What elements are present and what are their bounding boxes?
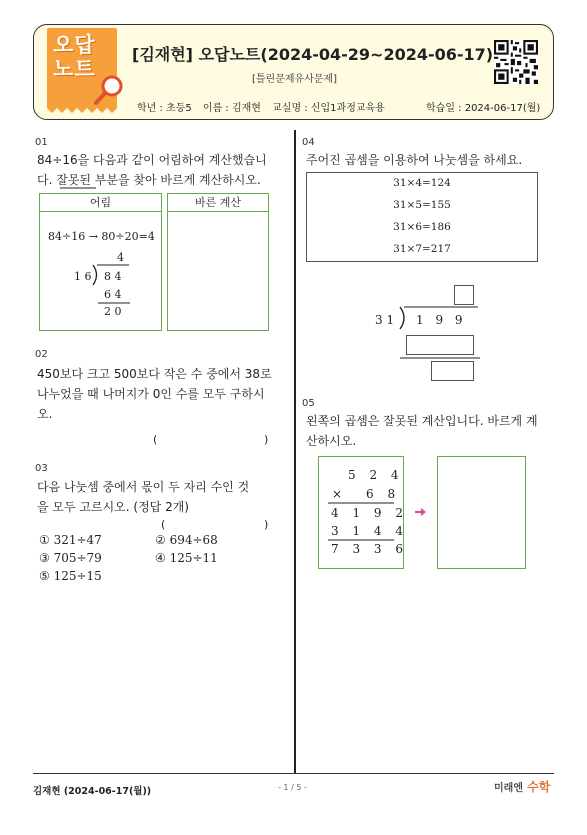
brand-logo-part-b: 수학 — [527, 780, 551, 794]
page-subtitle: [틀린문제유사문제] — [252, 74, 338, 85]
answer-paren-open-02: ( — [153, 433, 158, 446]
answer-paren-close-03: ) — [264, 518, 269, 531]
question-03-line1: 다음 나눗셈 중에서 몫이 두 자리 수인 것 — [37, 480, 250, 494]
magnifier-icon — [92, 72, 128, 108]
choice-2[interactable]: ② 694÷68 — [155, 533, 218, 547]
mult-line-1 — [328, 502, 394, 505]
correct-calc-box-header: 바른 계산 — [168, 194, 268, 212]
brand-logo — [494, 778, 550, 795]
long-division-remainder: 2 0 — [104, 305, 122, 318]
mult-row-5: 7 3 3 6 — [331, 542, 408, 556]
estimate-box — [39, 193, 162, 331]
mult-row-3: 4 1 9 2 — [331, 506, 408, 520]
question-03-line2: 을 모두 고르시오. (정답 2개) — [37, 500, 189, 514]
logo-text-line1: 오답 — [53, 33, 96, 57]
long-division-dividend: 8 4 — [104, 270, 122, 283]
class-name-label: 교실명 : 신입1과정교육용 — [272, 103, 385, 114]
q4-divisor: 3 1 — [375, 313, 395, 327]
mult-operator: × — [332, 487, 343, 501]
column-divider — [294, 130, 296, 774]
mult-row-1: 5 2 4 — [348, 468, 404, 482]
footer-divider — [33, 773, 554, 774]
footer-page-number: - 1 / 5 - — [278, 783, 307, 792]
question-05-line1: 왼쪽의 곱셈은 잘못된 계산입니다. 바르게 계 — [306, 414, 538, 428]
underline-mark — [60, 187, 96, 190]
question-01-text — [37, 150, 277, 190]
remainder-input-box[interactable] — [431, 361, 474, 381]
brand-logo-part-a: 미래엔 — [494, 783, 523, 794]
fact-4: 31×7=217 — [393, 243, 451, 255]
logo-text-line2: 노트 — [53, 57, 96, 81]
question-number-03: 03 — [35, 463, 48, 474]
question-01-line1: 84÷16을 다음과 같이 어림하여 계산했습니 — [37, 153, 267, 167]
page-title: [김재현] 오답노트(2024-04-29~2024-06-17) — [132, 45, 494, 64]
fact-3: 31×6=186 — [393, 221, 451, 233]
question-04-text: 주어진 곱셈을 이용하여 나눗셈을 하세요. — [306, 153, 523, 167]
question-01-line2: 다. 잘못된 부분을 찾아 바르게 계산하시오. — [37, 173, 261, 187]
student-name-label: 이름 : 김재현 — [202, 103, 261, 114]
answer-field-03[interactable] — [168, 516, 260, 532]
grade-label: 학년 : 초등5 — [137, 103, 192, 114]
question-02-text — [37, 364, 277, 424]
correct-multiplication-box[interactable] — [437, 456, 526, 569]
multiplication-facts-box — [306, 172, 538, 262]
answer-paren-close-02: ) — [264, 433, 269, 446]
question-05-text — [306, 411, 546, 451]
fact-2: 31×5=155 — [393, 199, 451, 211]
question-05-line2: 산하시오. — [306, 434, 357, 448]
question-02-line3: 오. — [37, 407, 53, 421]
mult-row-4: 3 1 4 4 — [331, 524, 408, 538]
choice-5[interactable]: ⑤ 125÷15 — [39, 569, 102, 583]
footer-student-date: 김재현 (2024-06-17(월)) — [33, 786, 152, 797]
qr-code-icon[interactable] — [494, 40, 538, 84]
choice-4[interactable]: ④ 125÷11 — [155, 551, 218, 565]
question-02-line1: 450보다 크고 500보다 작은 수 중에서 38로 — [37, 367, 272, 381]
answer-paren-open-03: ( — [161, 518, 166, 531]
q4-dividend: 1 9 9 — [416, 313, 467, 327]
mult-row-2: 6 8 — [366, 487, 401, 501]
choice-3[interactable]: ③ 705÷79 — [39, 551, 102, 565]
long-division-quotient: 4 — [117, 251, 124, 264]
choice-1[interactable]: ① 321÷47 — [39, 533, 102, 547]
estimate-box-header: 어림 — [40, 194, 161, 212]
question-number-02: 02 — [35, 349, 48, 360]
question-03-text — [37, 477, 277, 517]
long-division-divisor: 1 6 — [74, 270, 92, 283]
quotient-input-box[interactable] — [454, 285, 474, 305]
correct-calc-box[interactable] — [167, 193, 269, 331]
header-meta — [137, 99, 393, 114]
product-input-box[interactable] — [406, 335, 474, 355]
question-number-05: 05 — [302, 398, 315, 409]
study-date-label: 학습일 : 2024-06-17(월) — [426, 103, 541, 114]
answer-field-02[interactable] — [160, 430, 260, 448]
question-02-line2: 나누었을 때 나머지가 0인 수를 모두 구하시 — [37, 387, 265, 401]
question-number-04: 04 — [302, 137, 315, 148]
arrow-right-icon — [414, 506, 428, 518]
long-division-product: 6 4 — [104, 288, 122, 301]
estimate-expression: 84÷16 → 80÷20=4 — [48, 230, 155, 243]
question-number-01: 01 — [35, 137, 48, 148]
q4-subtract-line — [400, 357, 480, 360]
fact-1: 31×4=124 — [393, 177, 451, 189]
